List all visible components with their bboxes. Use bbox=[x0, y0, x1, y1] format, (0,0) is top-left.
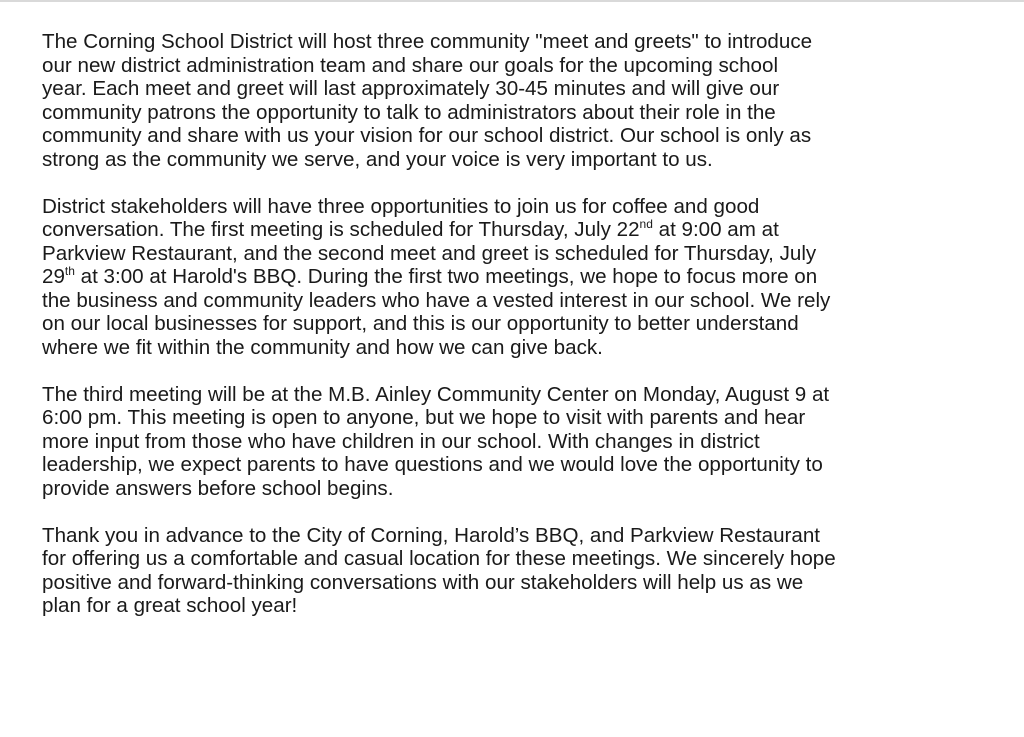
text-line: 6:00 pm. This meeting is open to anyone, but we hope to visit with parents and hear bbox=[42, 406, 806, 429]
text-line: strong as the community we serve, and your voice is very important to us. bbox=[42, 147, 713, 171]
text-line: Parkview Restaurant, and the second meet and greet is scheduled for Thursday, July bbox=[42, 241, 817, 265]
text-line: the business and community leaders who have a vested interest in our school. We rely bbox=[42, 288, 831, 312]
text-line: The Corning School District will host three community "meet and greets" to introduce bbox=[42, 30, 813, 53]
text-line: on our local businesses for support, and this is our opportunity to better understand bbox=[42, 312, 799, 335]
text-segment: 29 bbox=[42, 265, 65, 288]
text-line: community patrons the opportunity to talk to administrators about their role in the bbox=[42, 100, 776, 124]
text-line: positive and forward-thinking conversations with our stakeholders will help us as we bbox=[42, 570, 804, 594]
paragraph-thanks bbox=[42, 524, 1002, 618]
text-segment: at 3:00 at Harold's BBQ. During the first two meetings, we hope to focus more on bbox=[74, 265, 818, 288]
paragraph-third-meeting bbox=[42, 383, 1002, 501]
text-line: where we fit within the community and how we can give back. bbox=[42, 335, 603, 359]
text-line: for offering us a comfortable and casual location for these meetings. We sincerely hope bbox=[42, 547, 836, 570]
text-line: leadership, we expect parents to have questions and we would love the opportunity to bbox=[42, 453, 823, 476]
ordinal-suffix: th bbox=[64, 264, 75, 278]
text-segment: at 9:00 am at bbox=[652, 218, 779, 241]
text-line: District stakeholders will have three opportunities to join us for coffee and good bbox=[42, 194, 760, 218]
text-line: The third meeting will be at the M.B. Ainley Community Center on Monday, August 9 at bbox=[42, 382, 830, 406]
text-line: plan for a great school year! bbox=[42, 594, 298, 617]
paragraph-schedule bbox=[42, 195, 1002, 360]
text-line: our new district administration team and share our goals for the upcoming school bbox=[42, 53, 779, 77]
text-line: more input from those who have children in our school. With changes in district bbox=[42, 429, 760, 453]
top-border bbox=[0, 0, 1024, 2]
text-line: community and share with us your vision for our school district. Our school is only as bbox=[42, 124, 812, 147]
text-line: provide answers before school begins. bbox=[42, 476, 394, 500]
text-line: Thank you in advance to the City of Corning, Harold’s BBQ, and Parkview Restaurant bbox=[42, 523, 821, 547]
text-line: year. Each meet and greet will last approximately 30-45 minutes and will give our bbox=[42, 77, 780, 100]
paragraph-intro bbox=[42, 30, 1002, 171]
text-segment: conversation. The first meeting is scheduled for Thursday, July 22 bbox=[42, 218, 640, 241]
ordinal-suffix: nd bbox=[639, 217, 653, 231]
document-body bbox=[42, 30, 1002, 641]
text-line bbox=[42, 265, 1002, 289]
text-line bbox=[42, 218, 1002, 242]
